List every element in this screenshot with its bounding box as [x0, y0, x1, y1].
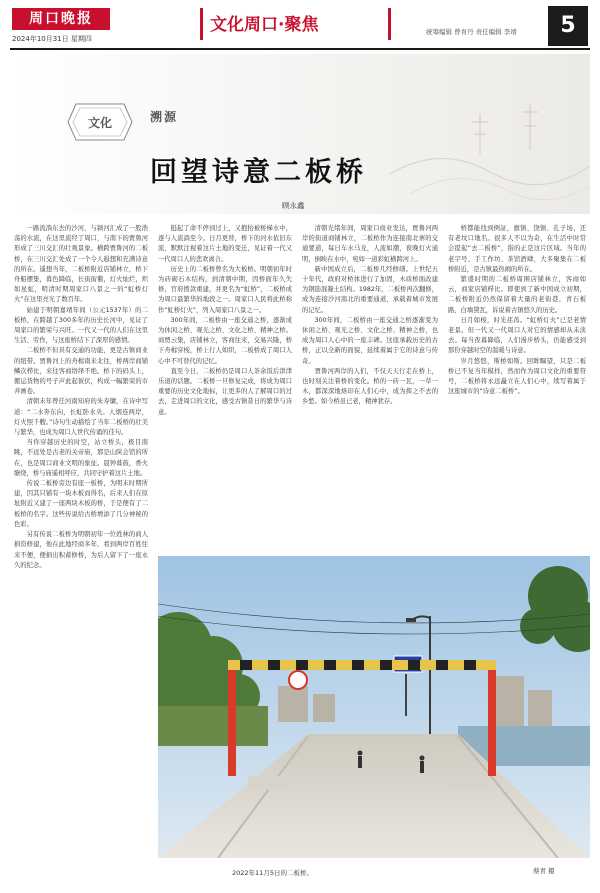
article-column-2 [158, 224, 292, 544]
paragraph: 贾鲁河两岸的人们，不仅天天行走在桥上，也时刻关注着桥的变化。桥的一砖一瓦，一草一木，都深深地烙印在人们心中，成为挥之不去的乡愁。如今桥虽已老，精神犹存。 [302, 367, 438, 406]
paragraph: 清朝光绪年间，周家口商业发达，贾鲁河两岸的街道商铺林立，二板桥作为连接南北寨的交通要道，每日车水马龙，人流如潮，夜晚灯火通明，倒映在水中，宛如一道彩虹横跨河上。 [302, 225, 438, 263]
column-tag-sub: 溯源 [150, 110, 179, 124]
article-byline: 顾永鑫 [282, 201, 305, 210]
paragraph: 二板桥不但具有交通的功能，更是古镇商业的纽带。贾鲁河上的舟楫南来北往，桥两岸商铺鳞次栉比，来往客商络绎不绝。桥下的码头上，搬运货物的号子声此起彼伏，构成一幅繁荣的市井画卷。 [14, 347, 148, 396]
paragraph: 另有传说二板桥为明朝初年一位姓林的商人捐资修建，他在此地经商多年，看到两岸百姓往来不便，便捐出积蓄修桥，为后人留下了一座永久的纪念。 [14, 531, 148, 569]
paragraph: 桥都能找到例証，旗镇、饶镇、孔子场，还有老坟口地名。很多人不以为奇，在生活中时常会提起“去二板桥”，指的正是这片区域。当年的老字号、手工作坊、茶馆酒肆，大多聚集在二板桥附近，是古镇最热闹的所在。 [448, 225, 586, 273]
photo-credit: 蔡青 摄 [533, 867, 555, 875]
paragraph: 岁月悠悠，斯桥如斯。回眸瞩望，只是二板桥已不复当年模样，然而作为周口文化的重要符号，二板桥将永远矗立在人们心中，续写着属于这座城市的“诗意二板桥”。 [448, 357, 586, 396]
article-headline: 回望诗意二板桥 [150, 157, 367, 188]
paragraph: 始建于明朝嘉靖年间（公元1537年）的二板桥，在跨越了300多年的历史长河中，见证了周家口的繁荣与兴旺。一代又一代的人们在这里生活、劳作，与这座桥结下了深厚的感情。 [14, 306, 148, 345]
article-column-1 [14, 224, 148, 884]
section-title: 文化周口·聚焦 [210, 15, 319, 35]
column-tag-main: 文化 [87, 116, 113, 130]
paragraph: 一路流淌东去的沙河，与颍河汇成了一股浩荡的水流，在这里流经了周口，与南下的贾鲁河形成了三川交汇的壮观景象。横跨贾鲁河的二板桥，在三川交汇处成了一个令人遐想和充满诗意的所在。遥想当年，二板桥附近店铺林立，桥下舟船摆集，暮色降临，长街街衢，灯火灿烂，炽如星虹，明清时期周家口八景之一的“虹桥灯火”在这里亮光了数百年。 [14, 225, 148, 304]
paragraph: 挺起了命不停到过上，又抱抬被桥梯水中，逐与人流淌至今。日月更替，桥下的河水依旧东流，默默注视着这片土地的变迁，见证着一代又一代周口人的悲欢离合。 [158, 225, 292, 263]
paragraph: 当你穿越历史的时空，站立桥头，极目南眺，不远处是古老的关帝庙，那是山陕会馆的所在，也是周口商业文明的象征。晨钟暮鼓，香火缭绕，桥与庙遥相呼应，共同守护着这片土地。 [14, 439, 148, 477]
paragraph: 繁盛时期的二板桥周围店铺林立，客商如云，商家店铺栉比。即使到了新中国成立初期，二板桥附近仍然保留着大量的老街巷，青石板路，白墙黛瓦，诉说着古镇悠久的历史。 [448, 276, 586, 314]
paragraph: 日月如梭，时光荏苒。“虹桥灯火”已是老情老景。但一代又一代周口人对它的情感却从未淡去。每当夜幕降临，人们漫步桥头，仍能感受到那份穿越时空的温暖与诗意。 [448, 316, 586, 355]
newspaper-logo: 周口晚报 [12, 8, 110, 30]
article-column-4 [448, 224, 586, 554]
paragraph: 历史上的二板桥曾名为大板桥。明朝初年时为砖砌石木结构，到清朝中期，因桥面年久失修，官府拨款重建，并更名为“虹桥”，二板桥成为周口最繁华的地段之一。周家口人民将此桥称作“虹桥灯火”，列入周家口八景之一。 [158, 265, 292, 314]
paragraph: 300年间，二板桥由一座交通之桥，逐渐成为休闲之桥、观光之桥、文化之桥、精神之桥。商贾云集，店铺林立，客商往来，交易兴隆，桥下舟楫穿梭，桥上行人如织，二板桥成了周口人心中不可替代的记忆。 [158, 316, 292, 365]
photo-caption: 2022年11月5日的二板桥。 [232, 869, 313, 877]
masthead-rule [10, 48, 590, 50]
editor-credits: 统筹编辑 曾育丹 责任编辑 李靖 [426, 28, 517, 36]
article-column-3 [302, 224, 438, 544]
title-divider-left [200, 8, 203, 40]
paragraph: 直至今日，二板桥仍是周口人茶余饭后津津乐道的话题。二板桥一旦修复完成，将成为周口重要的历史文化地标，让更多的人了解周口的过去，走进周口的文化，感受古镇昔日的繁华与诗意。 [158, 367, 292, 416]
paragraph: 清朝末年曾任河南知府的朱寿镛，在诗中写道：“二水奔东向，长虹卧水央。人烟连两岸，灯火照千艘。”诗句生动描绘了当年二板桥的壮美与繁华，也成为周口人世代传诵的佳句。 [14, 398, 148, 437]
issue-date: 2024年10月31日 星期四 [12, 35, 92, 43]
paragraph: 传说二板桥旁边有座一板桥，为明末时期所建，因其只铺有一块木板而得名，后来人们在原址附近又建了一座两块木板的桥，于是便有了二板桥的名字。这些传说给古桥增添了几分神秘的色彩。 [14, 480, 148, 528]
paragraph: 300年间，二板桥由一座交通之桥逐渐变为休闲之桥、观光之桥、文化之桥、精神之桥，也成为周口人心中的一座丰碑。这座承载历史的古桥，正以全新的面貌，延续着属于它的诗意与传奇。 [302, 316, 438, 365]
title-divider-right [388, 8, 391, 40]
bridge-photo [158, 556, 590, 858]
column-tag-emblem [66, 102, 134, 142]
page-number: 5 [548, 6, 588, 46]
paragraph: 新中国成立后，二板桥几经修缮。上世纪五十年代，政府对桥体进行了加固，木质桥面改建为钢筋混凝土结构。1982年，二板桥再次翻修，成为连接沙河南北的重要通道，承载着城市发展的记忆。 [302, 265, 438, 314]
